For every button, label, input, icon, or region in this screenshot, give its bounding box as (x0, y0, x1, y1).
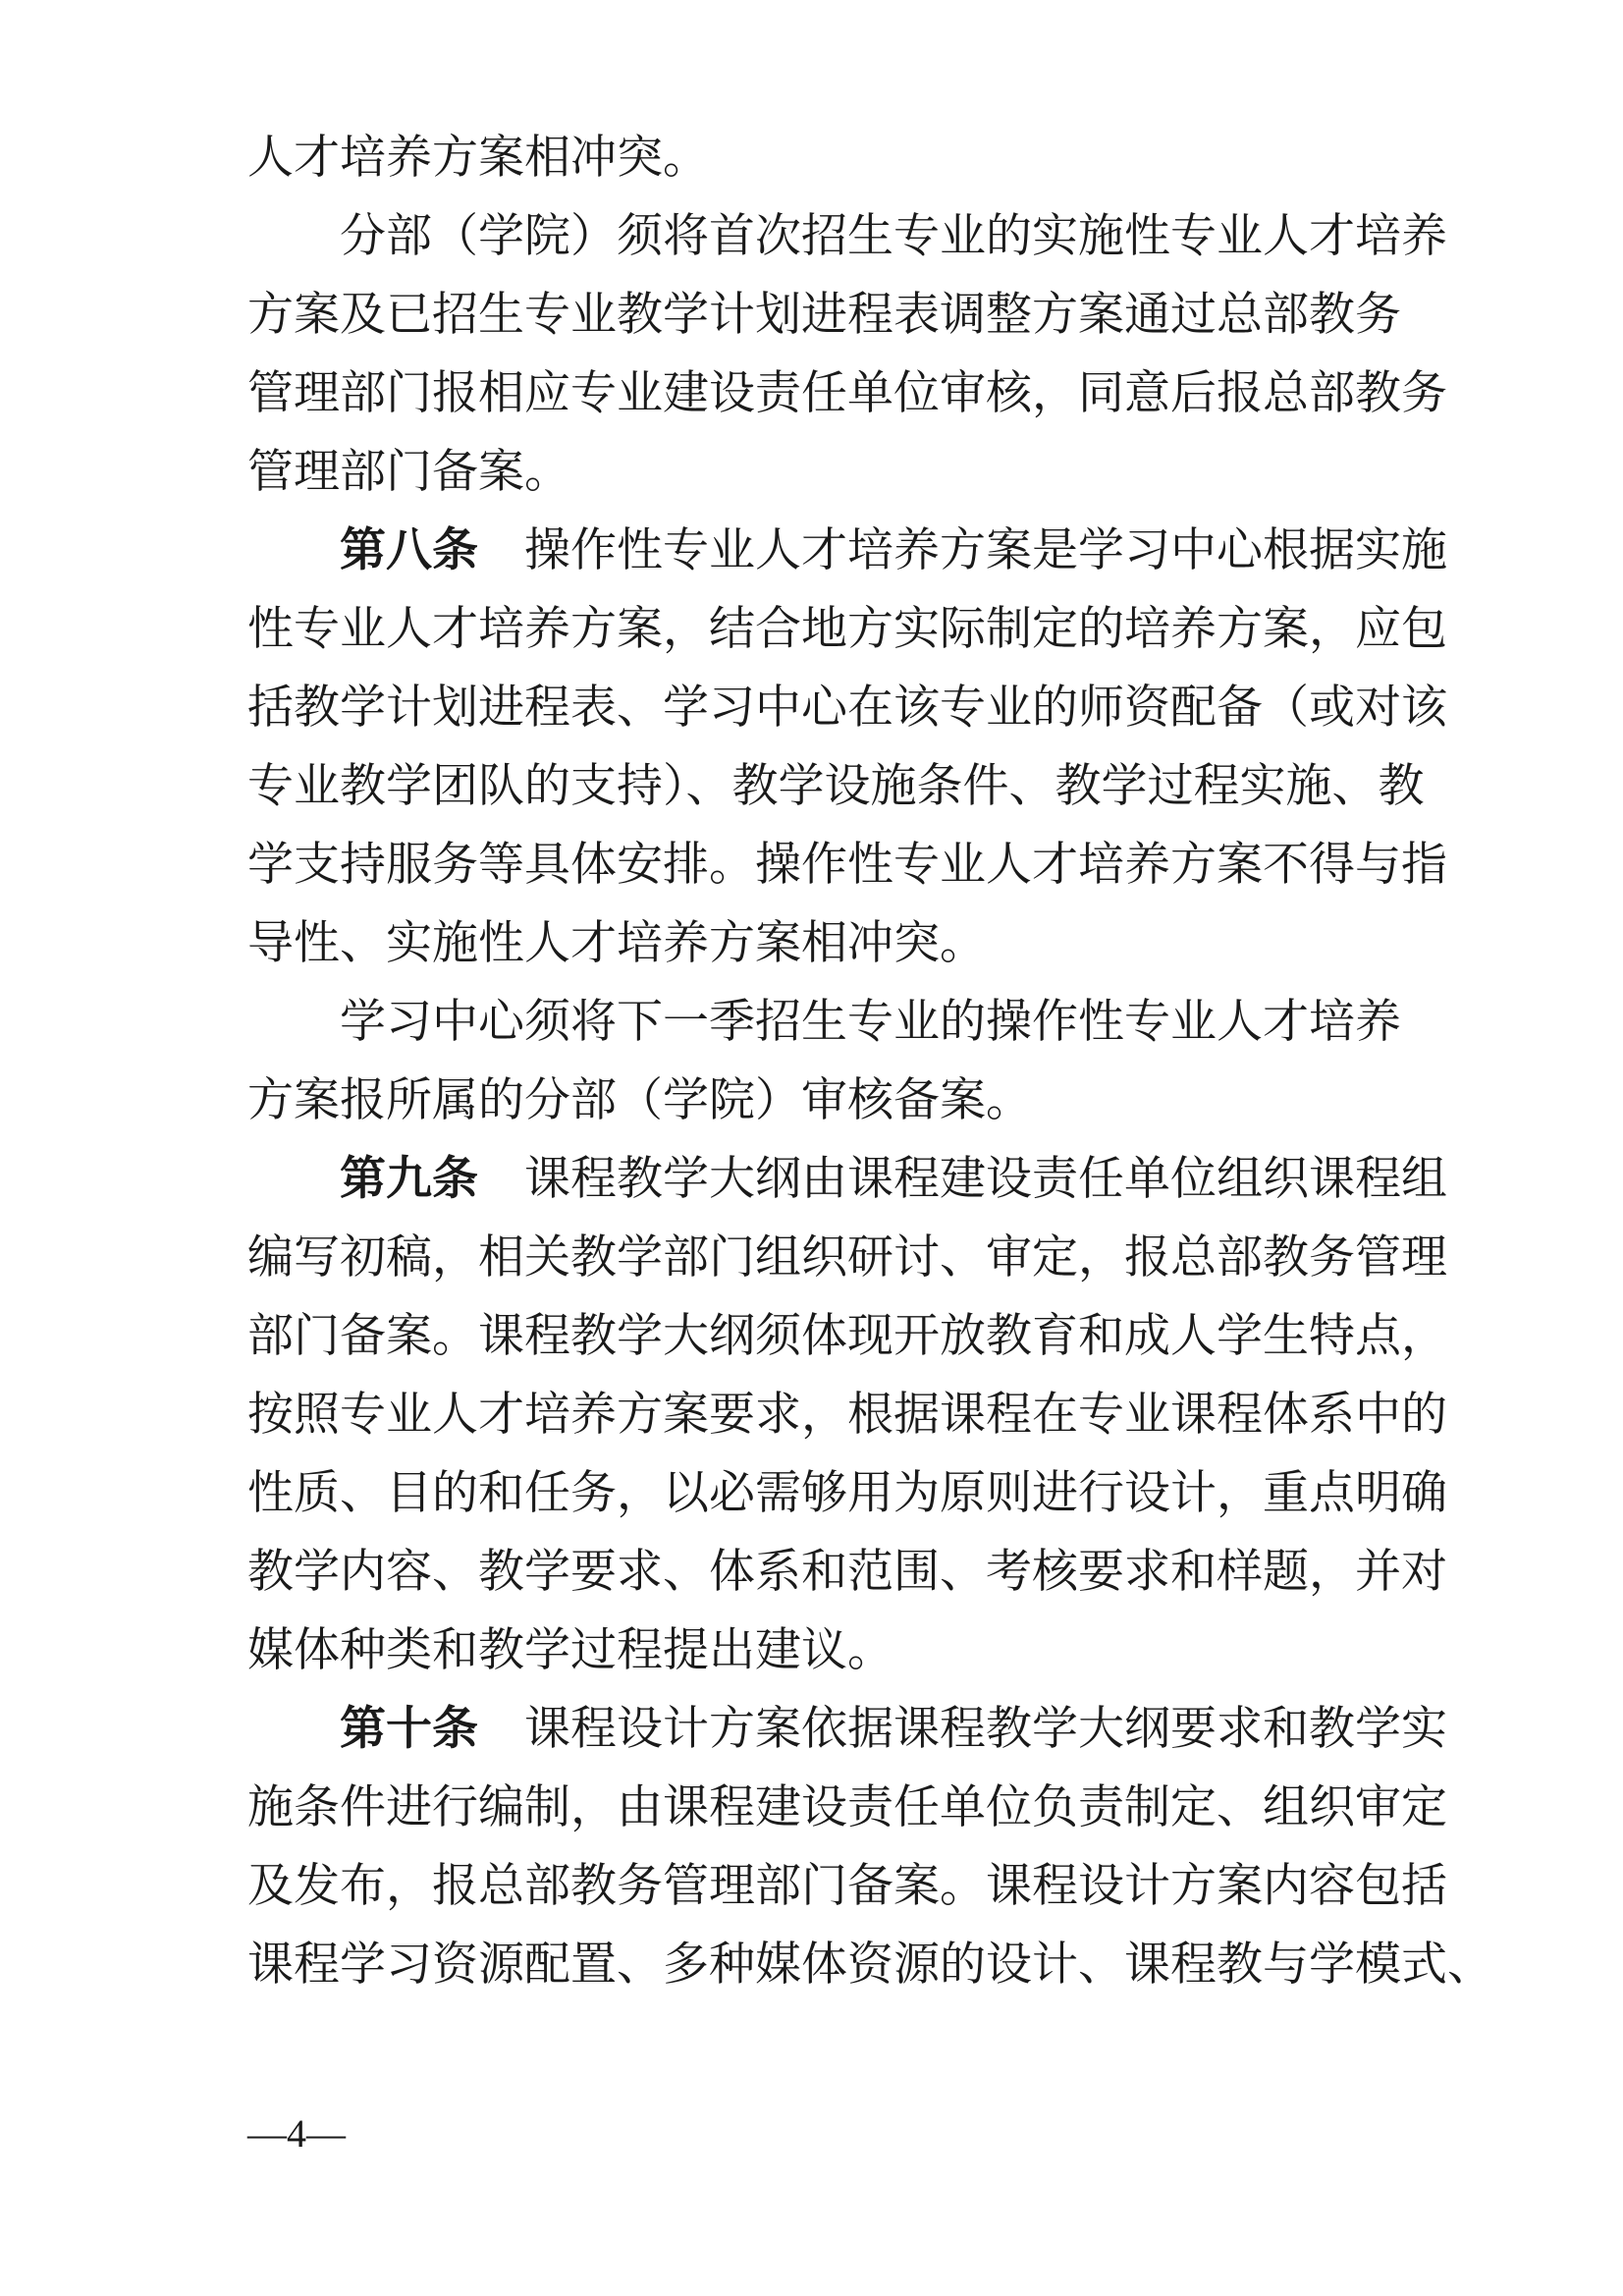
article-heading: 第九条 (340, 1152, 478, 1206)
text-line: 按照专业人才培养方案要求，根据课程在专业课程体系中的 (247, 1388, 1447, 1442)
text-line: 方案及已招生专业教学计划进程表调整方案通过总部教务 (247, 288, 1401, 342)
article-8-first-line (340, 511, 1447, 591)
text-line: 学支持服务等具体安排。操作性专业人才培养方案不得与指 (247, 838, 1447, 892)
article-heading: 第十条 (340, 1702, 478, 1756)
text-line: 导性、实施性人才培养方案相冲突。 (247, 916, 986, 970)
text-line: 学习中心须将下一季招生专业的操作性专业人才培养 (340, 995, 1401, 1049)
article-9-first-line (340, 1139, 1447, 1220)
text-line: 人才培养方案相冲突。 (247, 131, 709, 185)
text-line: 教学内容、教学要求、体系和范围、考核要求和样题，并对 (247, 1545, 1447, 1599)
text-line: 性专业人才培养方案，结合地方实际制定的培养方案，应包 (247, 602, 1447, 656)
text-line: 管理部门报相应专业建设责任单位审核，同意后报总部教务 (247, 366, 1447, 420)
text-line: 课程学习资源配置、多种媒体资源的设计、课程教与学模式、 (247, 1938, 1493, 1992)
text-line: 括教学计划进程表、学习中心在该专业的师资配备（或对该 (247, 681, 1447, 735)
text-line: 分部（学院）须将首次招生专业的实施性专业人才培养 (340, 209, 1447, 263)
text-line: 方案报所属的分部（学院）审核备案。 (247, 1073, 1032, 1127)
text-line: 管理部门备案。 (247, 445, 570, 499)
text-segment (478, 1152, 524, 1206)
text-line: 及发布，报总部教务管理部门备案。课程设计方案内容包括 (247, 1859, 1447, 1913)
page-number: —4— (247, 2111, 346, 2156)
text-segment: 操作性专业人才培养方案是学习中心根据实施 (524, 523, 1447, 577)
text-segment (478, 1702, 524, 1756)
text-line: 施条件进行编制，由课程建设责任单位负责制定、组织审定 (247, 1780, 1447, 1834)
text-line: 编写初稿，相关教学部门组织研讨、审定，报总部教务管理 (247, 1230, 1447, 1285)
text-segment: 课程设计方案依据课程教学大纲要求和教学实 (524, 1702, 1447, 1756)
text-line: 媒体种类和教学过程提出建议。 (247, 1623, 893, 1677)
text-segment: 课程教学大纲由课程建设责任单位组织课程组 (524, 1152, 1447, 1206)
text-line: 部门备案。课程教学大纲须体现开放教育和成人学生特点， (247, 1309, 1447, 1363)
article-heading: 第八条 (340, 523, 478, 577)
text-line: 专业教学团队的支持）、教学设施条件、教学过程实施、教 (247, 759, 1425, 813)
text-line: 性质、目的和任务，以必需够用为原则进行设计，重点明确 (247, 1466, 1447, 1520)
article-10-first-line (340, 1689, 1447, 1770)
text-segment (478, 523, 524, 577)
